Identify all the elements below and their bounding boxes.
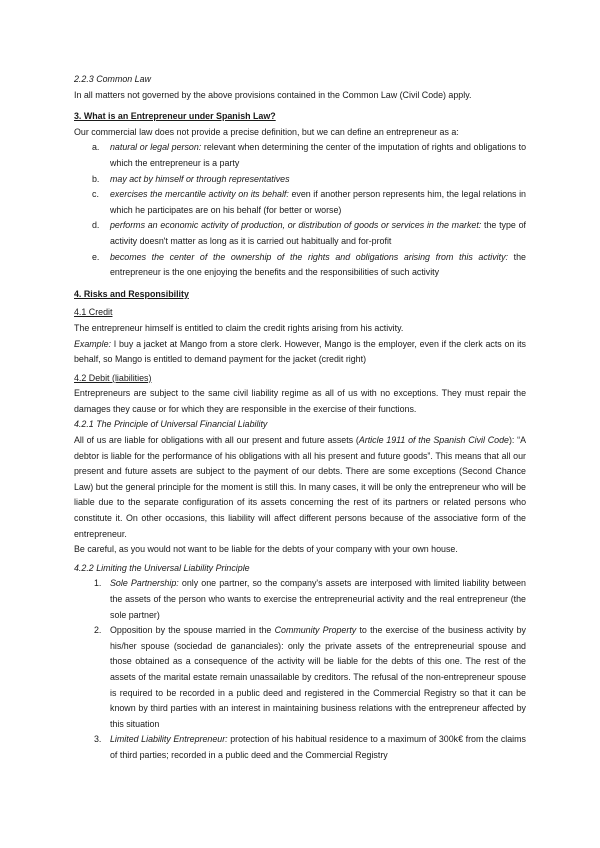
heading-section-3: 3. What is an Entrepreneur under Spanish Law? <box>74 111 276 122</box>
limiting-liability-list <box>74 576 526 763</box>
list-item: d. performs an economic activity of production, or distribution of goods or services in the market: the type of activity doesn't matter as long as it is carried out habitually and for-profit <box>92 220 526 246</box>
paragraph-entrepreneur-intro: Our commercial law does not provide a precise definition, but we can define an entrepreneur as a: <box>74 126 459 137</box>
heading-4-2: 4.2 Debit (liabilities) <box>74 372 152 383</box>
heading-2-2-3: 2.2.3 Common Law <box>74 74 151 84</box>
list-item: 2. Opposition by the spouse married in the Community Property to the exercise of the business activity by his/her spouse (sociedad de gananciales): only the private assets of the entrepreneurial spouse and those obtained as a consequence of the activity will be liable for the debts of this one. The rest of the assets of the marital estate remain unassailable by creditors. The refusal of the non-entrepreneur spouse is required to be recorded in a public deed and registered in the Commercial Registry so that it can be known by third parties with an interest in maintaining business relations with the entrepreneur affected by this situation <box>94 625 526 729</box>
heading-4-2-2: 4.2.2 Limiting the Universal Liability Principle <box>74 562 250 573</box>
paragraph-common-law: In all matters not governed by the above provisions contained in the Common Law (Civil Code) apply. <box>74 89 472 100</box>
entrepreneur-definition-list <box>74 140 526 280</box>
paragraph-credit: The entrepreneur himself is entitled to claim the credit rights arising from his activity. <box>74 322 404 333</box>
heading-4-2-1: 4.2.1 The Principle of Universal Financial Liability <box>74 419 268 430</box>
list-item: b. may act by himself or through representatives <box>92 173 290 184</box>
list-item: c. exercises the mercantile activity on its behalf: even if another person represents him, the legal relations in which he participates are on his behalf (for better or worse) <box>92 189 526 215</box>
paragraph-careful: Be careful, as you would not want to be liable for the debts of your company with your own house. <box>74 544 458 555</box>
paragraph-debit: Entrepreneurs are subject to the same civil liability regime as all of us with no exceptions. They must repair the damages they cause or for which they are responsible in the exercise of their functions. <box>74 388 526 414</box>
document-page <box>74 72 526 764</box>
list-item: 3. Limited Liability Entrepreneur: protection of his habitual residence to a maximum of 300k€ from the claims of third parties; recorded in a public deed and the Commercial Registry <box>94 734 526 760</box>
heading-4-1: 4.1 Credit <box>74 307 113 318</box>
heading-section-4: 4. Risks and Responsibility <box>74 288 189 299</box>
list-item: 1. Sole Partnership: only one partner, so the company's assets are interposed with limited liability between the assets of the person who wants to exercise the entrepreneurial activity and the real entrepreneur (the sole partner) <box>94 578 526 620</box>
list-item: e. becomes the center of the ownership of the rights and obligations arising from this activity: the entrepreneur is the one enjoying the benefits and the responsibilities of such activity <box>92 251 526 278</box>
list-item: a. natural or legal person: relevant when determining the center of the imputation of rights and obligations to which the entrepreneur is a party <box>92 142 527 168</box>
paragraph-credit-example: Example: I buy a jacket at Mango from a store clerk. However, Mango is the employer, even if the clerk acts on its behalf, so Mango is entitled to demand payment for the jacket (credit right) <box>74 338 526 365</box>
paragraph-universal-liability: All of us are liable for obligations with all our present and future assets (Article 1911 of the Spanish Civil Code): “A debtor is liable for the performance of his obligations with all his present and future goods”. This means that all our present and future assets are subject to the payment of our debts. There are some exceptions (Second Chance Law) but the general principle for the moment is still this. In many cases, it will be only the entrepreneur who will be liable due to the separate configuration of its assets concerning the rest of its partners or related persons who constitute it. On other occasions, this liability will affect different persons because of the associative form of the entrepreneur. <box>74 435 527 539</box>
